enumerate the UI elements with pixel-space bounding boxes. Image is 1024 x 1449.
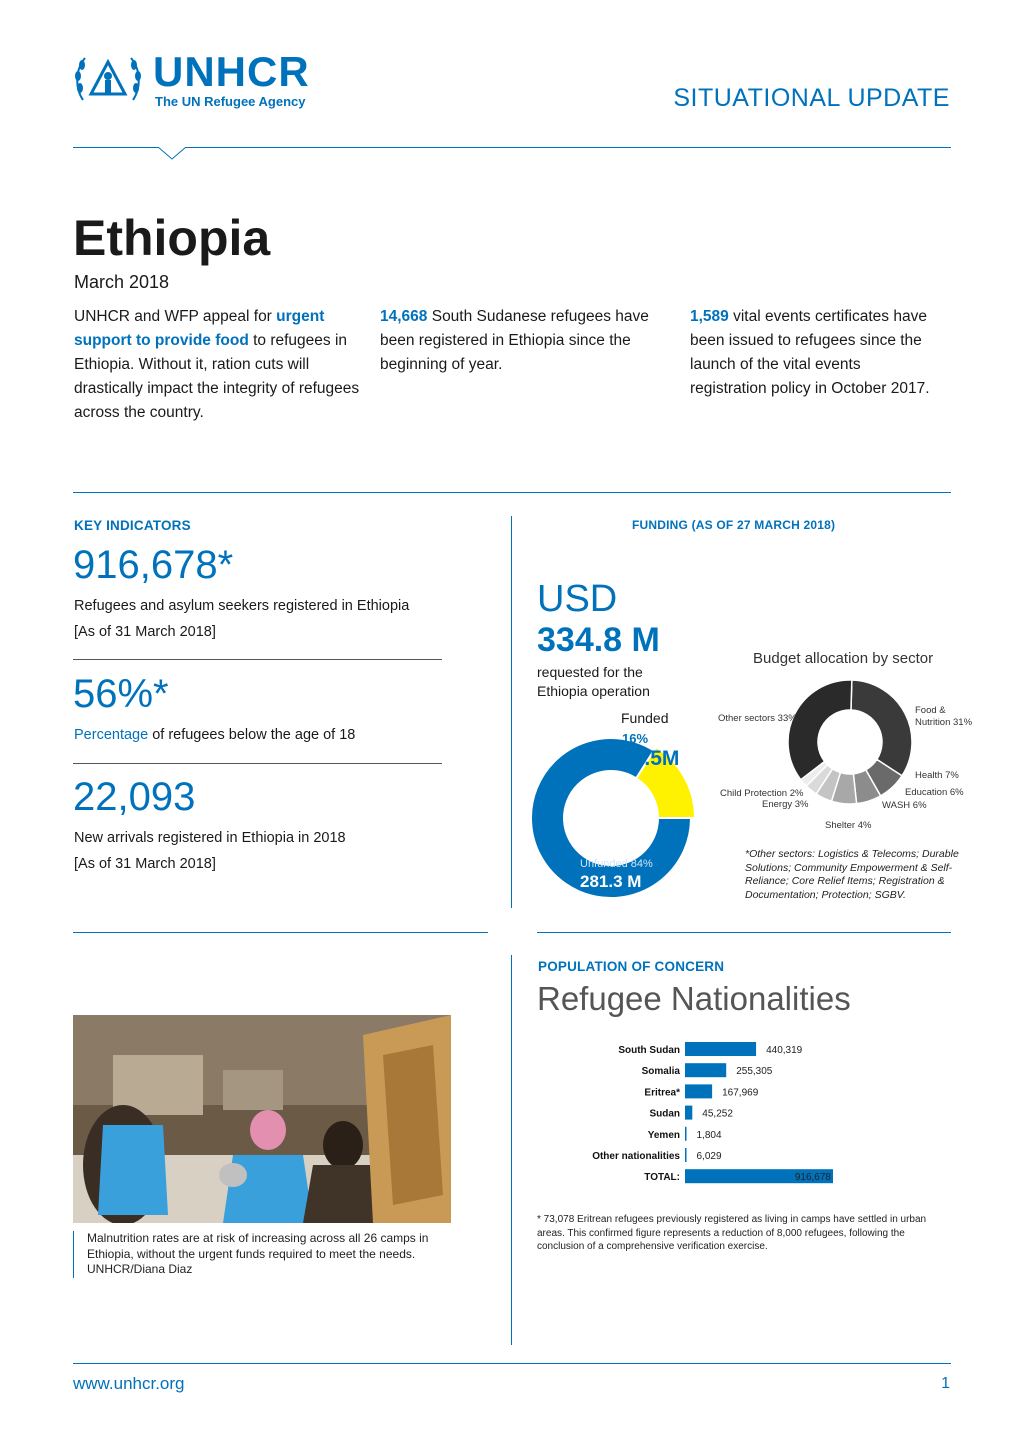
indicator-divider bbox=[73, 659, 442, 660]
population-footnote: * 73,078 Eritrean refugees previously registered as living in camps have settled in urban areas. This confirmed figure represents a reduction of 8,000 refugees, following the conclusion of a comprehensive verification exercise. bbox=[537, 1214, 927, 1252]
funding-title: FUNDING (AS OF 27 MARCH 2018) bbox=[632, 518, 836, 532]
highlight-south-sudanese bbox=[380, 305, 650, 377]
funding-amount: 334.8 M bbox=[537, 621, 660, 659]
column-divider bbox=[511, 516, 512, 908]
population-section-title: POPULATION OF CONCERN bbox=[538, 959, 725, 974]
highlight-number: 14,668 bbox=[380, 308, 428, 325]
bar bbox=[685, 1042, 756, 1056]
bar-category-label: Sudan bbox=[649, 1108, 680, 1120]
org-tagline: The UN Refugee Agency bbox=[155, 94, 306, 109]
footer-rule bbox=[73, 1363, 951, 1364]
section-rule-right bbox=[537, 932, 951, 933]
nationalities-bar-chart bbox=[537, 1036, 957, 1186]
highlight-text: to refugees in Ethiopia. Without it, ration cuts will drastically impact the integrity of refugees across the country. bbox=[74, 332, 360, 421]
page-title: Ethiopia bbox=[73, 210, 271, 266]
photo-caption-line: Ethiopia, without the urgent funds required to meet the needs. bbox=[87, 1246, 416, 1261]
org-name: UNHCR bbox=[153, 48, 310, 95]
bar-category-label: Eritrea* bbox=[644, 1087, 680, 1099]
budget-label-energy: Energy 3% bbox=[762, 799, 809, 810]
budget-slice-1 bbox=[851, 680, 912, 776]
bar-value-label: 916,678 bbox=[794, 1172, 831, 1184]
budget-title: Budget allocation by sector bbox=[753, 650, 934, 667]
unhcr-logo bbox=[73, 48, 343, 112]
page-date: March 2018 bbox=[74, 272, 170, 292]
bar bbox=[685, 1106, 692, 1120]
budget-label-food: Food & bbox=[915, 705, 946, 716]
unhcr-emblem-icon bbox=[73, 48, 143, 112]
key-indicators-title: KEY INDICATORS bbox=[74, 518, 191, 533]
indicator-total-date: [As of 31 March 2018] bbox=[74, 624, 216, 640]
budget-label-child: Child Protection 2% bbox=[720, 788, 804, 799]
unfunded-amount: 281.3 M bbox=[580, 872, 642, 891]
indicator-arrivals-value: 22,093 bbox=[73, 775, 196, 819]
highlight-vital-events bbox=[690, 305, 930, 401]
section-rule bbox=[73, 492, 951, 493]
bar-value-label: 45,252 bbox=[702, 1108, 733, 1120]
indicator-total-value: 916,678* bbox=[73, 543, 234, 587]
bar-category-label: South Sudan bbox=[618, 1045, 680, 1056]
highlight-food-appeal bbox=[74, 305, 364, 425]
budget-label-nutrition: Nutrition 31% bbox=[915, 717, 973, 728]
indicator-youth-desc bbox=[74, 722, 355, 748]
bar-value-label: 6,029 bbox=[696, 1151, 722, 1162]
budget-slice-8 bbox=[788, 680, 852, 780]
bar-category-label: TOTAL: bbox=[644, 1172, 680, 1184]
bar bbox=[685, 1127, 687, 1141]
highlight-number: 1,589 bbox=[690, 308, 729, 325]
photo-credit: UNHCR/Diana Diaz bbox=[87, 1262, 193, 1276]
bar-value-label: 167,969 bbox=[722, 1087, 759, 1099]
page-number: 1 bbox=[941, 1375, 950, 1392]
funded-amount: 53.5M bbox=[621, 747, 680, 770]
header-rule bbox=[73, 147, 951, 148]
budget-label-shelter: Shelter 4% bbox=[825, 820, 872, 831]
indicator-youth-text: of refugees below the age of 18 bbox=[148, 727, 356, 743]
bar bbox=[685, 1084, 712, 1098]
header-notch-icon bbox=[158, 147, 188, 161]
unfunded-label: Unfunded 84% bbox=[580, 858, 653, 870]
bar bbox=[685, 1148, 687, 1162]
photo-caption-line: Malnutrition rates are at risk of increasing across all 26 camps in bbox=[87, 1231, 429, 1245]
highlight-text: South Sudanese refugees have been registered in Ethiopia since the beginning of year. bbox=[380, 308, 649, 373]
column-divider-lower bbox=[511, 955, 512, 1345]
budget-label-wash: WASH 6% bbox=[882, 800, 927, 811]
budget-note: *Other sectors: Logistics & Telecoms; Durable Solutions; Community Empowerment & Self-Reliance; Core Relief Items; Registration & Documentation; Protection; SGBV. bbox=[745, 848, 959, 901]
urgent-food-link[interactable]: urgent support to provide food bbox=[74, 308, 325, 349]
indicator-arrivals-desc: New arrivals registered in Ethiopia in 2018 bbox=[74, 830, 346, 846]
budget-label-education: Education 6% bbox=[905, 787, 964, 798]
budget-label-other: Other sectors 33% bbox=[718, 713, 797, 724]
photo-caption bbox=[73, 1231, 428, 1278]
bar-value-label: 440,319 bbox=[766, 1045, 803, 1056]
funded-pct: 16% bbox=[622, 731, 649, 746]
refugee-photo bbox=[73, 1015, 451, 1223]
bar-category-label: Somalia bbox=[641, 1066, 680, 1078]
bar bbox=[685, 1063, 726, 1077]
bar-category-label: Other nationalities bbox=[592, 1151, 680, 1162]
bar-category-label: Yemen bbox=[647, 1129, 680, 1141]
funded-label: Funded bbox=[621, 710, 669, 726]
budget-label-health: Health 7% bbox=[915, 770, 959, 781]
highlight-text: vital events certificates have been issued to refugees since the launch of the vital events registration policy in October 2017. bbox=[690, 308, 930, 397]
funding-currency: USD bbox=[537, 578, 618, 620]
population-title: Refugee Nationalities bbox=[537, 980, 851, 1017]
funding-desc-1: requested for the bbox=[537, 664, 643, 680]
indicator-arrivals-date: [As of 31 March 2018] bbox=[74, 856, 216, 872]
bar-value-label: 255,305 bbox=[736, 1066, 773, 1078]
bar-value-label: 1,804 bbox=[696, 1129, 722, 1141]
percentage-link[interactable]: Percentage bbox=[74, 727, 149, 743]
indicator-youth-value: 56%* bbox=[73, 672, 169, 716]
footer-url-link[interactable]: www.unhcr.org bbox=[73, 1374, 185, 1393]
indicator-divider bbox=[73, 763, 442, 764]
highlight-text: UNHCR and WFP appeal for bbox=[74, 308, 277, 325]
indicator-total-desc: Refugees and asylum seekers registered in Ethiopia bbox=[74, 598, 410, 614]
budget-donut-chart bbox=[710, 676, 1000, 836]
funding-desc-2: Ethiopia operation bbox=[537, 683, 650, 699]
section-rule-left bbox=[73, 932, 488, 933]
doc-type-label: SITUATIONAL UPDATE bbox=[673, 84, 950, 112]
